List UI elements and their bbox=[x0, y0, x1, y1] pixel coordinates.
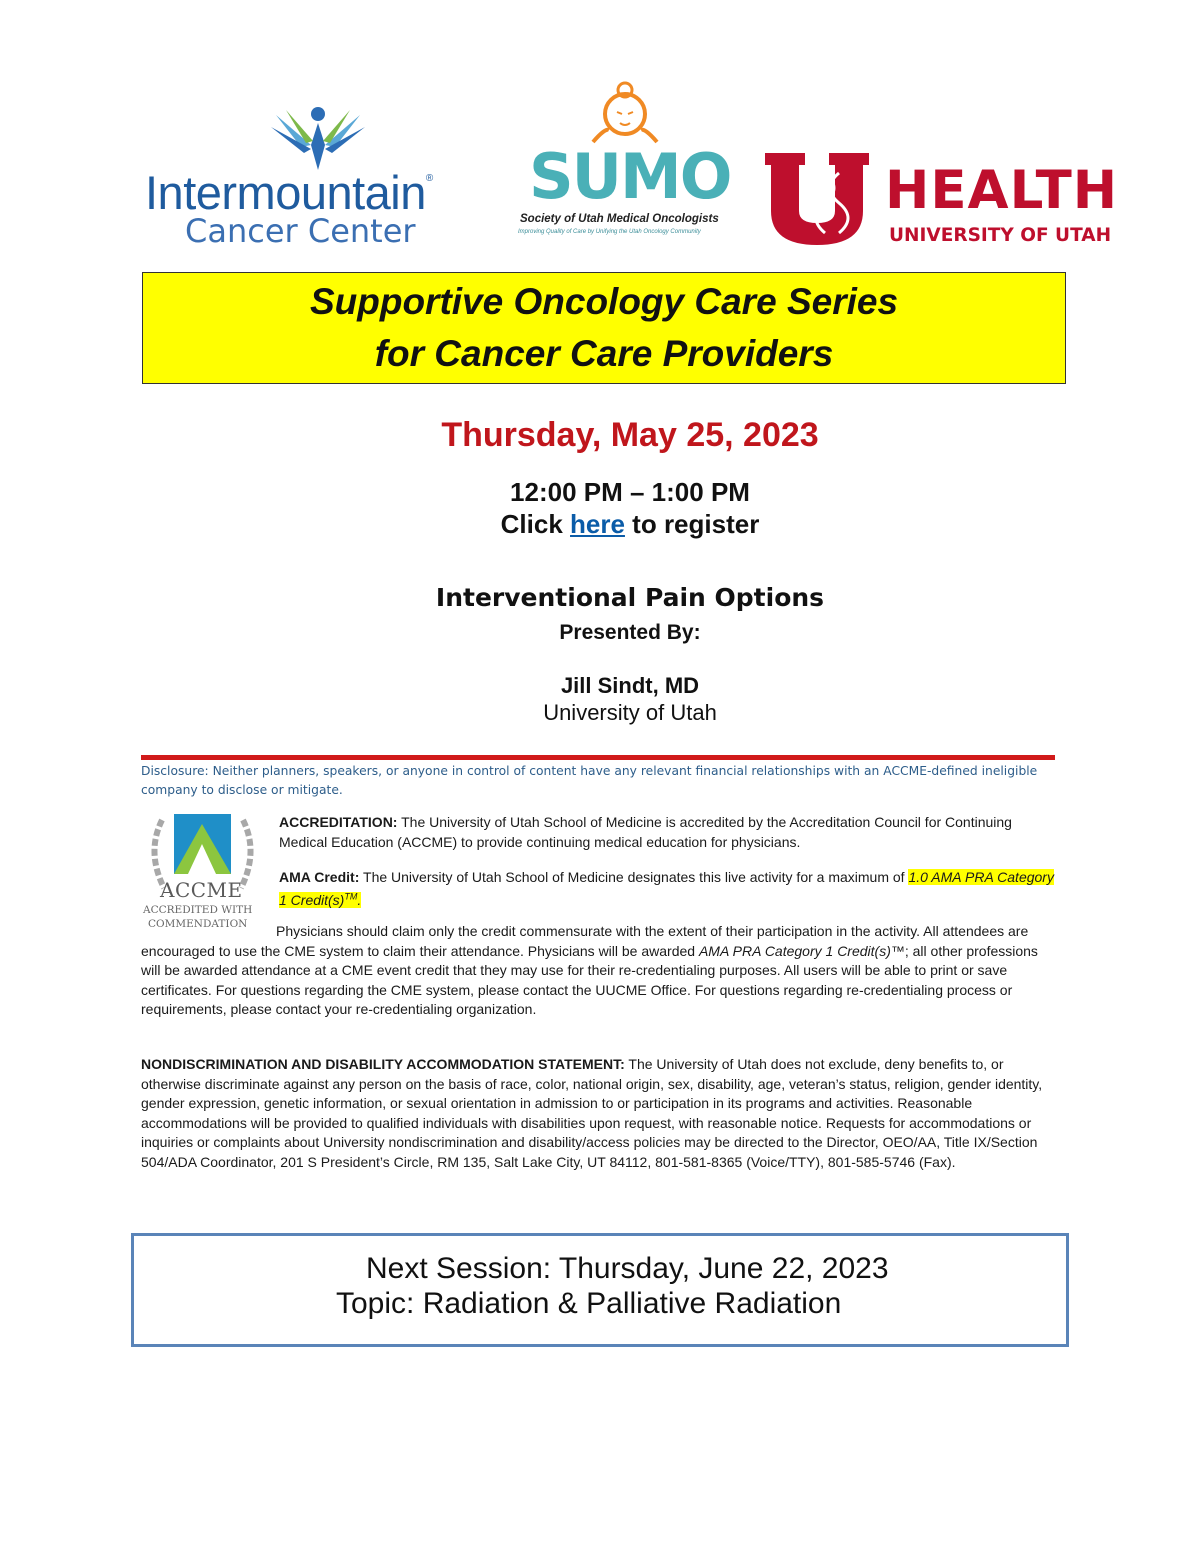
intermountain-cancer-center-logo bbox=[143, 105, 498, 255]
series-title-line-1: Supportive Oncology Care Series bbox=[309, 281, 899, 322]
ama-credit-period: . bbox=[357, 892, 362, 909]
university-of-utah-subtitle: UNIVERSITY OF UTAH bbox=[889, 225, 1112, 246]
nondiscrimination-label: NONDISCRIMINATION AND DISABILITY ACCOMMODATION STATEMENT: bbox=[141, 1056, 625, 1072]
accme-badge bbox=[140, 812, 265, 937]
ama-credit-label: AMA Credit: bbox=[279, 869, 360, 885]
register-link[interactable]: here bbox=[570, 509, 625, 539]
accreditation-statement bbox=[279, 813, 1049, 852]
ama-credit-statement bbox=[279, 868, 1054, 911]
accreditation-text: The University of Utah School of Medicine is accredited by the Accreditation Council for Continuing Medical Education (ACCME) to provide continuing medical education for physicians. bbox=[279, 814, 1012, 850]
register-line bbox=[0, 509, 1200, 540]
register-suffix: to register bbox=[624, 509, 760, 539]
disclosure-statement bbox=[141, 762, 1041, 800]
sumo-logo bbox=[515, 80, 730, 245]
disclosure-label: Disclosure: bbox=[141, 764, 209, 778]
physicians-credit-statement bbox=[141, 922, 1053, 1020]
next-session-topic: Topic: Radiation & Palliative Radiation bbox=[336, 1287, 842, 1320]
register-prefix: Click bbox=[500, 509, 571, 539]
next-session-date: Next Session: Thursday, June 22, 2023 bbox=[366, 1252, 889, 1285]
sumo-subtitle: Society of Utah Medical Oncologists bbox=[520, 213, 719, 225]
sumo-tagline: Improving Quality of Care by Unifying the Utah Oncology Community bbox=[518, 229, 701, 235]
nondiscrimination-text: The University of Utah does not exclude, deny benefits to, or otherwise discriminate against any person on the basis of race, color, national origin, sex, disability, age, veteran’s status, religion, gender identity, gender expression, genetic information, or sexual orientation in admission to or participation in its programs and activities. Reasonable accommodations will be provided to qualified individuals with disabilities upon request, with reasonable notice. Requests for accommodations or inquiries or complaints about University nondiscrimination and disability/access policies may be directed to the Director, OEO/AA, Title IX/Section 504/ADA Coordinator, 201 S President’s Circle, RM 135, Salt Lake City, UT 84112, 801-581-8365 (Voice/TTY), 801-585-5746 (Fax). bbox=[141, 1056, 1043, 1170]
ama-credit-text: The University of Utah School of Medicine designates this live activity for a maximum of bbox=[359, 869, 909, 885]
health-wordmark: HEALTH bbox=[885, 160, 1119, 221]
intermountain-figure-icon bbox=[271, 105, 366, 170]
physicians-text-1: Physicians should claim only the credit commensurate with the extent of their participation in the activity. All attendees are encouraged to use the CME system to claim their attendance. Physicians will be awarded bbox=[141, 923, 1029, 959]
disclosure-text: Neither planners, speakers, or anyone in control of content have any relevant financial relationships with an ACCME-defined ineligible company to disclose or mitigate. bbox=[141, 764, 1038, 797]
presented-by-label: Presented By: bbox=[559, 621, 701, 644]
series-title-banner bbox=[142, 272, 1066, 384]
intermountain-wordmark: Intermountain® bbox=[145, 166, 433, 219]
sumo-wordmark: SUMO bbox=[529, 140, 731, 213]
event-time: 12:00 PM – 1:00 PM bbox=[510, 477, 750, 507]
divider bbox=[141, 755, 1055, 760]
session-topic: Interventional Pain Options bbox=[435, 583, 825, 612]
series-title-line-2: for Cancer Care Providers bbox=[374, 333, 834, 374]
physicians-credit-type: AMA PRA Category 1 Credit(s) bbox=[698, 942, 891, 959]
accme-accredited-line: ACCREDITED WITH bbox=[143, 904, 253, 916]
accme-commendation-line: COMMENDATION bbox=[148, 918, 248, 930]
next-session-box bbox=[131, 1233, 1069, 1347]
intermountain-subtitle: Cancer Center bbox=[185, 212, 416, 250]
university-of-utah-health-logo bbox=[765, 150, 1125, 250]
physicians-text-2: ™; all other professions will be awarded attendance at a CME event credit that they may use for their re-credentialing purposes. All users will be able to print or save certificates. For questions regarding the CME system, please contact the UUCME Office. For questions regarding re-credentialing process or requirements, please contact your re-credentialing organization. bbox=[141, 942, 1038, 1017]
block-u-icon bbox=[765, 153, 870, 245]
trademark: TM bbox=[344, 891, 358, 902]
ama-credit-amount: 1.0 AMA PRA Category 1 Credit(s) bbox=[279, 869, 1054, 909]
speaker-affiliation: University of Utah bbox=[543, 700, 717, 725]
event-date: Thursday, May 25, 2023 bbox=[441, 416, 819, 454]
accme-wordmark: ACCME bbox=[160, 878, 243, 902]
nondiscrimination-statement bbox=[141, 1055, 1066, 1172]
speaker-name: Jill Sindt, MD bbox=[560, 673, 700, 698]
accreditation-label: ACCREDITATION: bbox=[279, 814, 398, 830]
